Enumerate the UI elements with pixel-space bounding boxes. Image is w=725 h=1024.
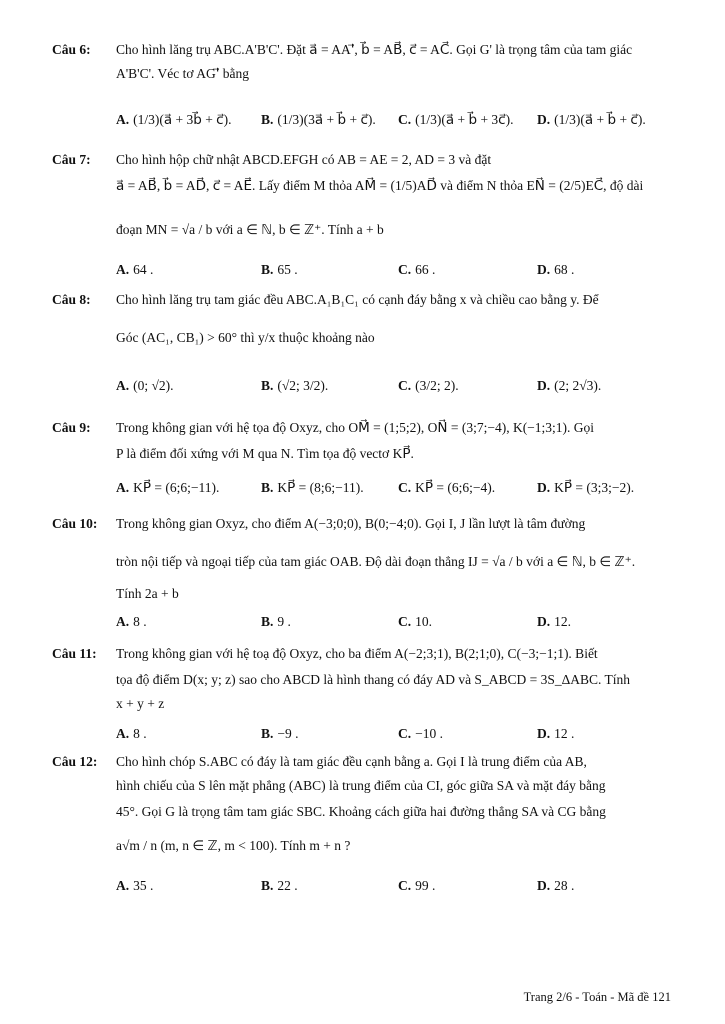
page-footer: Trang 2/6 - Toán - Mã đề 121 [523,990,671,1004]
question-label: Câu 8: [52,292,91,307]
question-9 [52,420,677,500]
option-a[interactable]: A. (0; √2). [116,378,174,393]
option-b[interactable]: B. −9 . [261,726,299,741]
answer-options [116,112,677,132]
question-7 [52,152,677,277]
option-c[interactable]: C. (3/2; 2). [398,378,459,393]
option-c[interactable]: C. 66 . [398,262,436,277]
option-d[interactable]: D. (2; 2√3). [537,378,602,393]
option-b[interactable]: B. KP⃗ = (8;6;−11). [261,480,364,495]
question-text: hình chiếu của S lên mặt phẳng (ABC) là trung điểm của CI, góc giữa SA và mặt đáy bằng [116,778,606,793]
option-d[interactable]: D. 12 . [537,726,575,741]
option-b[interactable]: B. 9 . [261,614,291,629]
question-label: Câu 7: [52,152,91,167]
question-label: Câu 12: [52,754,98,769]
option-b[interactable]: B. (1/3)(3a⃗ + b⃗ + c⃗). [261,112,376,127]
question-text: Cho hình chóp S.ABC có đáy là tam giác đều cạnh bằng a. Gọi I là trung điểm của AB, [116,754,587,769]
option-a[interactable]: A. (1/3)(a⃗ + 3b⃗ + c⃗). [116,112,232,127]
option-b[interactable]: B. 65 . [261,262,298,277]
question-text: a⃗ = AB⃗, b⃗ = AD⃗, c⃗ = AE⃗. Lấy điểm M thỏa AM⃗ = (1/5)AD⃗ và điểm N thỏa EN⃗ = (2/5)EC⃗, độ dài [116,178,644,193]
question-text: Cho hình hộp chữ nhật ABCD.EFGH có AB = AE = 2, AD = 3 và đặt [116,152,492,167]
question-text: Cho hình lăng trụ tam giác đều ABC.A₁B₁C₁ có cạnh đáy bằng x và chiều cao bằng y. Để [116,292,599,307]
answer-options [116,262,677,282]
answer-options [116,878,677,898]
question-text: a√m / n (m, n ∈ ℤ, m < 100). Tính m + n ? [116,838,351,853]
option-c[interactable]: C. KP⃗ = (6;6;−4). [398,480,496,495]
question-label: Câu 11: [52,646,97,661]
option-c[interactable]: C. −10 . [398,726,443,741]
option-b[interactable]: B. 22 . [261,878,298,893]
option-a[interactable]: A. 8 . [116,614,147,629]
question-text: Tính 2a + b [116,586,179,601]
answer-options [116,378,677,398]
question-12 [52,754,677,894]
question-text: Trong không gian với hệ toạ độ Oxyz, cho ba điểm A(−2;3;1), B(2;1;0), C(−3;−1;1). Biết [116,646,598,661]
question-text: A'B'C'. Véc tơ AG'⃗ bằng [116,66,250,81]
question-text: P là điểm đối xứng với M qua N. Tìm tọa độ vectơ KP⃗. [116,446,414,461]
question-10 [52,516,677,636]
option-d[interactable]: D. KP⃗ = (3;3;−2). [537,480,635,495]
option-d[interactable]: D. 12. [537,614,571,629]
question-11 [52,646,677,746]
question-text: 45°. Gọi G là trọng tâm tam giác SBC. Khoảng cách giữa hai đường thẳng SA và CG bằng [116,804,606,819]
answer-options [116,614,677,634]
option-a[interactable]: A. KP⃗ = (6;6;−11). [116,480,220,495]
question-text: Góc (AC₁, CB₁) > 60° thì y/x thuộc khoảng nào [116,330,375,345]
option-c[interactable]: C. (1/3)(a⃗ + b⃗ + 3c⃗). [398,112,514,127]
option-c[interactable]: C. 99 . [398,878,436,893]
option-a[interactable]: A. 35 . [116,878,154,893]
question-8 [52,292,677,397]
option-a[interactable]: A. 8 . [116,726,147,741]
question-label: Câu 10: [52,516,98,531]
question-label: Câu 6: [52,42,91,57]
option-d[interactable]: D. (1/3)(a⃗ + b⃗ + c⃗). [537,112,646,127]
option-c[interactable]: C. 10. [398,614,432,629]
question-text: Trong không gian Oxyz, cho điểm A(−3;0;0), B(0;−4;0). Gọi I, J lần lượt là tâm đường [116,516,586,531]
question-text: Cho hình lăng trụ ABC.A'B'C'. Đặt a⃗ = AA'⃗, b⃗ = AB⃗, c⃗ = AC⃗. Gọi G' là trọng tâm của tam giác [116,42,633,57]
answer-options [116,726,677,746]
answer-options [116,480,677,500]
option-a[interactable]: A. 64 . [116,262,154,277]
question-text: Trong không gian với hệ tọa độ Oxyz, cho OM⃗ = (1;5;2), ON⃗ = (3;7;−4), K(−1;3;1). Gọi [116,420,595,435]
question-text: tọa độ điểm D(x; y; z) sao cho ABCD là hình thang có đáy AD và S_ABCD = 3S_ΔABC. Tính [116,672,631,687]
question-text: x + y + z [116,696,165,711]
question-label: Câu 9: [52,420,91,435]
question-text: tròn nội tiếp và ngoại tiếp của tam giác OAB. Độ dài đoạn thẳng IJ = √a / b với a ∈ ℕ, b ∈ ℤ⁺. [116,554,636,569]
option-d[interactable]: D. 28 . [537,878,575,893]
question-text: đoạn MN = √a / b với a ∈ ℕ, b ∈ ℤ⁺. Tính a + b [116,222,384,237]
option-b[interactable]: B. (√2; 3/2). [261,378,329,393]
option-d[interactable]: D. 68 . [537,262,575,277]
question-6 [52,42,677,147]
